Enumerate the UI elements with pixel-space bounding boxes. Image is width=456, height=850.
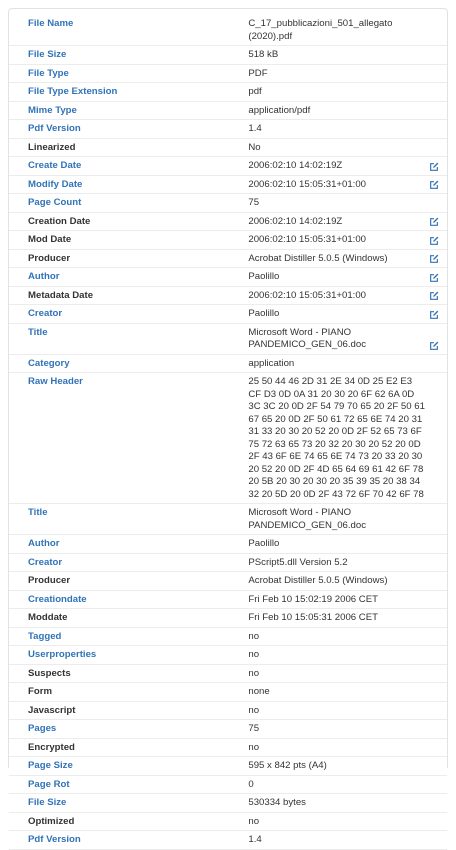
edit-cell — [426, 553, 447, 572]
field-value-optimized: no — [248, 815, 260, 827]
field-label-create-date[interactable]: Create Date — [28, 160, 82, 171]
edit-cell — [426, 812, 447, 831]
table-row — [9, 535, 447, 554]
field-value-creationdate: Fri Feb 10 15:02:19 2006 CET — [248, 593, 378, 605]
field-value-mime-type: application/pdf — [248, 104, 311, 116]
table-row — [9, 268, 447, 287]
table-row — [9, 120, 447, 139]
table-row — [9, 138, 447, 157]
field-value-producer: Acrobat Distiller 5.0.5 (Windows) — [248, 252, 388, 264]
field-label-creator[interactable]: Creator — [28, 556, 63, 568]
field-label-tagged[interactable]: Tagged — [28, 630, 62, 642]
field-label-encrypted: Encrypted — [28, 741, 75, 753]
edit-cell — [426, 535, 447, 554]
field-label-producer: Producer — [28, 575, 71, 586]
edit-cell — [426, 646, 447, 665]
edit-cell — [426, 101, 447, 120]
edit-cell — [426, 286, 447, 305]
field-value-page-rot: 0 — [248, 778, 254, 790]
field-label-creationdate[interactable]: Creationdate — [28, 593, 87, 605]
field-value-suspects: no — [248, 667, 260, 679]
field-value-author: Paolillo — [248, 538, 280, 549]
table-row — [9, 194, 447, 213]
edit-cell — [426, 175, 447, 194]
edit-icon[interactable] — [429, 291, 439, 301]
table-row — [9, 664, 447, 683]
field-value-linearized: No — [248, 141, 261, 153]
edit-cell — [426, 231, 447, 250]
field-label-page-rot[interactable]: Page Rot — [28, 778, 70, 790]
field-value-userproperties: no — [248, 649, 260, 660]
edit-cell — [426, 120, 447, 139]
field-value-file-size: 518 kB — [248, 49, 279, 60]
field-label-moddate: Moddate — [28, 612, 68, 623]
edit-cell — [426, 720, 447, 739]
field-label-file-type[interactable]: File Type — [28, 67, 69, 79]
field-value-file-name: C_17_pubblicazioni_501_allegato (2020).pdf — [248, 18, 393, 42]
table-row — [9, 572, 447, 591]
table-row — [9, 831, 447, 850]
table-row — [9, 775, 447, 794]
field-label-linearized: Linearized — [28, 141, 76, 153]
edit-cell — [426, 15, 447, 46]
edit-cell — [426, 157, 447, 176]
field-label-raw-header[interactable]: Raw Header — [28, 376, 83, 387]
field-label-page-size[interactable]: Page Size — [28, 760, 73, 771]
table-row — [9, 231, 447, 250]
edit-cell — [426, 504, 447, 535]
edit-cell — [426, 354, 447, 373]
field-label-metadata-date: Metadata Date — [28, 289, 94, 301]
field-value-modify-date: 2006:02:10 15:05:31+01:00 — [248, 178, 367, 190]
field-value-pdf-version: 1.4 — [248, 123, 262, 134]
field-value-tagged: no — [248, 630, 260, 642]
edit-cell — [426, 268, 447, 287]
table-row — [9, 83, 447, 102]
field-value-pdf-version: 1.4 — [248, 834, 262, 845]
field-value-author: Paolillo — [248, 271, 280, 282]
edit-icon[interactable] — [429, 217, 439, 227]
table-row — [9, 286, 447, 305]
field-label-file-name[interactable]: File Name — [28, 18, 74, 29]
field-label-producer: Producer — [28, 252, 71, 264]
field-label-mime-type[interactable]: Mime Type — [28, 104, 77, 116]
field-value-creator: PScript5.dll Version 5.2 — [248, 556, 348, 568]
table-row — [9, 646, 447, 665]
edit-icon[interactable] — [429, 236, 439, 246]
field-value-form: none — [248, 686, 270, 697]
field-value-page-count: 75 — [248, 197, 260, 208]
field-value-create-date: 2006:02:10 14:02:19Z — [248, 160, 343, 171]
field-label-javascript: Javascript — [28, 704, 76, 716]
table-row — [9, 15, 447, 46]
edit-icon[interactable] — [429, 254, 439, 264]
field-label-file-type-extension[interactable]: File Type Extension — [28, 86, 118, 97]
table-row — [9, 720, 447, 739]
field-value-encrypted: no — [248, 741, 260, 753]
field-value-javascript: no — [248, 704, 260, 716]
edit-cell — [426, 831, 447, 850]
table-row — [9, 305, 447, 324]
table-row — [9, 373, 447, 504]
edit-cell — [426, 194, 447, 213]
edit-cell — [426, 373, 447, 504]
field-value-creation-date: 2006:02:10 14:02:19Z — [248, 215, 343, 227]
metadata-table — [9, 15, 447, 850]
edit-cell — [426, 590, 447, 609]
field-label-creator[interactable]: Creator — [28, 308, 63, 319]
table-row — [9, 812, 447, 831]
table-row — [9, 590, 447, 609]
field-label-file-size[interactable]: File Size — [28, 49, 67, 60]
field-value-file-type: PDF — [248, 67, 268, 79]
table-row — [9, 757, 447, 776]
table-row — [9, 157, 447, 176]
field-label-author[interactable]: Author — [28, 538, 60, 549]
metadata-rows — [9, 15, 447, 849]
edit-cell — [426, 609, 447, 628]
edit-icon[interactable] — [429, 162, 439, 172]
field-label-modify-date[interactable]: Modify Date — [28, 178, 83, 190]
field-label-file-size[interactable]: File Size — [28, 797, 67, 808]
table-row — [9, 701, 447, 720]
field-value-file-size: 530334 bytes — [248, 797, 306, 808]
field-label-author[interactable]: Author — [28, 271, 60, 282]
edit-cell — [426, 305, 447, 324]
table-row — [9, 794, 447, 813]
edit-cell — [426, 572, 447, 591]
field-value-creator: Paolillo — [248, 308, 280, 319]
metadata-panel — [8, 8, 448, 845]
edit-icon[interactable] — [429, 310, 439, 320]
field-label-creation-date: Creation Date — [28, 215, 91, 227]
field-value-producer: Acrobat Distiller 5.0.5 (Windows) — [248, 575, 388, 586]
table-row — [9, 354, 447, 373]
field-value-mod-date: 2006:02:10 15:05:31+01:00 — [248, 234, 367, 245]
table-row — [9, 627, 447, 646]
field-value-metadata-date: 2006:02:10 15:05:31+01:00 — [248, 289, 367, 301]
edit-cell — [426, 323, 447, 354]
edit-cell — [426, 757, 447, 776]
table-row — [9, 249, 447, 268]
field-value-moddate: Fri Feb 10 15:05:31 2006 CET — [248, 612, 378, 623]
edit-cell — [426, 794, 447, 813]
edit-cell — [426, 683, 447, 702]
table-row — [9, 323, 447, 354]
field-label-form: Form — [28, 686, 52, 697]
field-value-file-type-extension: pdf — [248, 86, 262, 97]
edit-cell — [426, 249, 447, 268]
table-row — [9, 683, 447, 702]
field-label-userproperties[interactable]: Userproperties — [28, 649, 97, 660]
table-row — [9, 175, 447, 194]
edit-cell — [426, 46, 447, 65]
field-label-pdf-version[interactable]: Pdf Version — [28, 123, 81, 134]
table-row — [9, 64, 447, 83]
field-label-optimized: Optimized — [28, 815, 75, 827]
field-label-pages[interactable]: Pages — [28, 723, 57, 734]
field-label-page-count[interactable]: Page Count — [28, 197, 82, 208]
field-label-title[interactable]: Title — [28, 326, 48, 338]
edit-cell — [426, 212, 447, 231]
table-row — [9, 553, 447, 572]
edit-cell — [426, 138, 447, 157]
field-label-title[interactable]: Title — [28, 507, 48, 518]
edit-cell — [426, 83, 447, 102]
edit-icon[interactable] — [429, 341, 439, 351]
field-label-mod-date: Mod Date — [28, 234, 72, 245]
table-row — [9, 504, 447, 535]
edit-icon[interactable] — [429, 180, 439, 190]
edit-cell — [426, 738, 447, 757]
table-row — [9, 101, 447, 120]
field-value-raw-header: 25 50 44 46 2D 31 2E 34 0D 25 E2 E3 CF D3 0D 0A 31 20 30 20 6F 62 6A 0D 3C 3C 20 0D 2F 54 79 70 65 20 2F 50 61 67 65 20 0D 2F 50 61 72 65 6E 74 20 31 31 33 20 30 20 52 20 0D 2F 52 65 73 6F 75 72 63 65 73 20 32 20 30 20 52 20 0D 2F 43 6F 6E 74 65 6E 74 73 20 33 20 30 20 52 20 0D 2F 4D 65 64 69 61 42 6F 78 20 5B 20 30 20 30 20 35 39 35 20 38 34 32 20 5D 20 0D 2F 43 72 6F 70 42 6F 78 — [248, 376, 425, 500]
table-row — [9, 609, 447, 628]
field-value-category: application — [248, 357, 295, 369]
table-row — [9, 46, 447, 65]
table-row — [9, 212, 447, 231]
field-value-page-size: 595 x 842 pts (A4) — [248, 760, 327, 771]
edit-icon[interactable] — [429, 273, 439, 283]
field-label-pdf-version[interactable]: Pdf Version — [28, 834, 81, 845]
field-value-title: Microsoft Word - PIANO PANDEMICO_GEN_06.doc — [248, 507, 367, 531]
field-value-pages: 75 — [248, 723, 260, 734]
edit-cell — [426, 627, 447, 646]
edit-cell — [426, 775, 447, 794]
edit-cell — [426, 701, 447, 720]
table-row — [9, 738, 447, 757]
edit-cell — [426, 64, 447, 83]
edit-cell — [426, 664, 447, 683]
field-label-category[interactable]: Category — [28, 357, 70, 369]
field-value-title: Microsoft Word - PIANO PANDEMICO_GEN_06.doc — [248, 326, 367, 350]
field-label-suspects: Suspects — [28, 667, 71, 679]
